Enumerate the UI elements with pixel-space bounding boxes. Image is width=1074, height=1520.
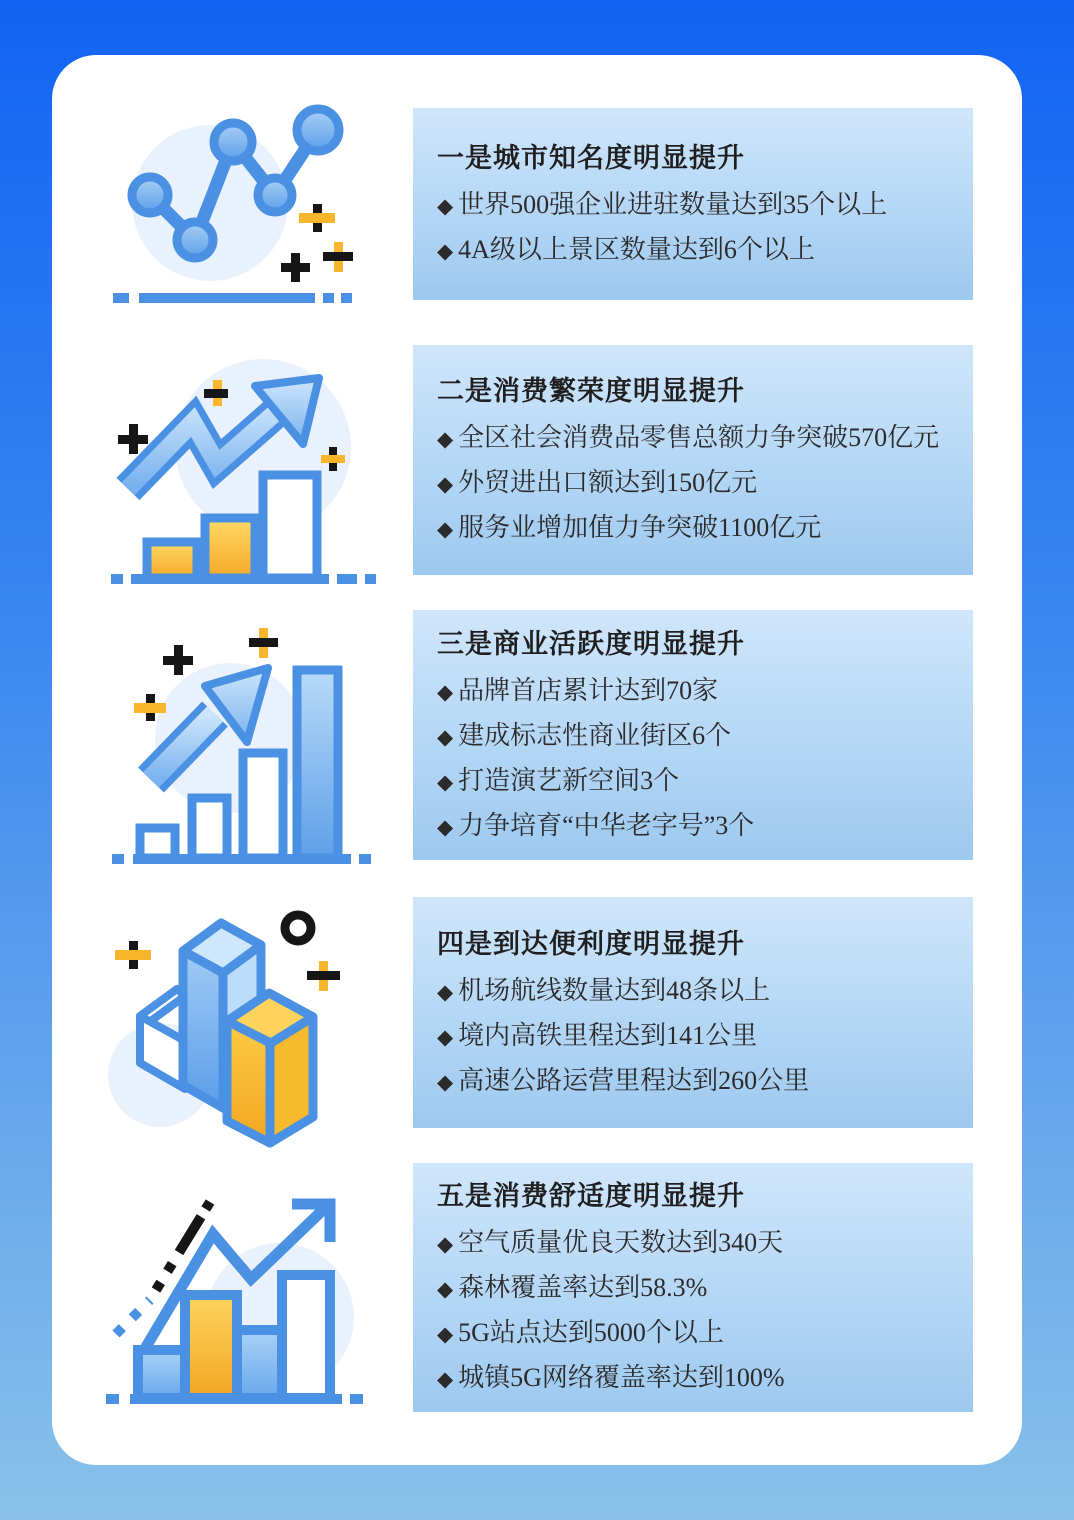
diamond-bullet-icon: ◆ [437,724,454,749]
diamond-bullet-icon: ◆ [437,1322,454,1346]
bullet-item [437,506,949,551]
section-title: 五是消费舒适度明显提升 [437,1181,745,1211]
bullet-text: 打造演艺新空间3个 [458,765,680,795]
bullet-text: 世界500强企业进驻数量达到35个以上 [458,189,888,219]
diamond-bullet-icon: ◆ [437,1277,454,1301]
bullet-item [437,1014,949,1059]
growth-arrow-bars-icon [105,352,390,587]
diamond-bullet-icon: ◆ [437,1367,454,1391]
bullet-text: 建成标志性商业街区6个 [458,720,732,750]
section-title: 三是商业活跃度明显提升 [437,628,745,659]
diamond-bullet-icon: ◆ [437,472,454,496]
diamond-bullet-icon: ◆ [437,979,454,1004]
trend-bars-icon [98,1172,398,1412]
bullet-text: 城镇5G网络覆盖率达到100% [458,1363,785,1392]
bullet-item [437,1221,949,1266]
diamond-bullet-icon: ◆ [437,1024,454,1049]
section-4-panel [413,897,973,1128]
bullet-item [437,1311,949,1356]
dot-line-chart-icon [105,100,385,310]
bullet-item [437,1356,949,1401]
bullet-text: 境内高铁里程达到141公里 [458,1020,758,1050]
bullet-text: 森林覆盖率达到58.3% [458,1273,708,1302]
bullet-text: 高速公路运营里程达到260公里 [458,1065,810,1095]
diamond-bullet-icon: ◆ [437,1069,454,1094]
bullet-text: 空气质量优良天数达到340天 [458,1228,784,1257]
isometric-columns-icon [105,893,400,1163]
rising-arrow-bars-icon [103,610,398,865]
diamond-bullet-icon: ◆ [437,193,454,218]
section-2-panel [413,345,973,575]
section-title: 四是到达便利度明显提升 [437,928,745,959]
bullet-item [437,1059,949,1104]
trend-bars-icon [98,1172,398,1412]
bullet-list [437,416,949,551]
bullet-text: 品牌首店累计达到70家 [458,675,719,705]
section-3-panel [413,610,973,860]
bullet-text: 服务业增加值力争突破1100亿元 [458,513,822,542]
diamond-bullet-icon: ◆ [437,769,454,794]
bullet-list [437,669,949,849]
bullet-item [437,759,949,804]
diamond-bullet-icon: ◆ [437,238,454,263]
isometric-columns-icon [105,893,400,1163]
bullet-item [437,714,949,759]
bullet-item [437,183,949,228]
bullet-text: 外贸进出口额达到150亿元 [458,468,758,497]
bullet-item [437,416,949,461]
rising-arrow-bars-icon [103,610,398,865]
growth-arrow-bars-icon [105,352,390,587]
dot-line-chart-icon [105,100,385,310]
diamond-bullet-icon: ◆ [437,427,454,451]
bullet-item [437,461,949,506]
bullet-item [437,669,949,714]
section-title: 二是消费繁荣度明显提升 [437,376,745,406]
section-title: 一是城市知名度明显提升 [437,142,745,173]
bullet-text: 力争培育“中华老字号”3个 [458,810,755,840]
section-5-panel [413,1163,973,1412]
bullet-item [437,969,949,1014]
bullet-text: 全区社会消费品零售总额力争突破570亿元 [458,423,940,452]
content-card [52,55,1022,1465]
bullet-list [437,183,949,273]
bullet-item [437,1266,949,1311]
bullet-list [437,969,949,1104]
bullet-item [437,804,949,849]
bullet-list [437,1221,949,1401]
bullet-item [437,228,949,273]
diamond-bullet-icon: ◆ [437,679,454,704]
diamond-bullet-icon: ◆ [437,1232,454,1256]
bullet-text: 4A级以上景区数量达到6个以上 [458,234,815,264]
bullet-text: 5G站点达到5000个以上 [458,1318,724,1347]
diamond-bullet-icon: ◆ [437,814,454,839]
diamond-bullet-icon: ◆ [437,517,454,541]
bullet-text: 机场航线数量达到48条以上 [458,975,771,1005]
section-1-panel [413,108,973,300]
